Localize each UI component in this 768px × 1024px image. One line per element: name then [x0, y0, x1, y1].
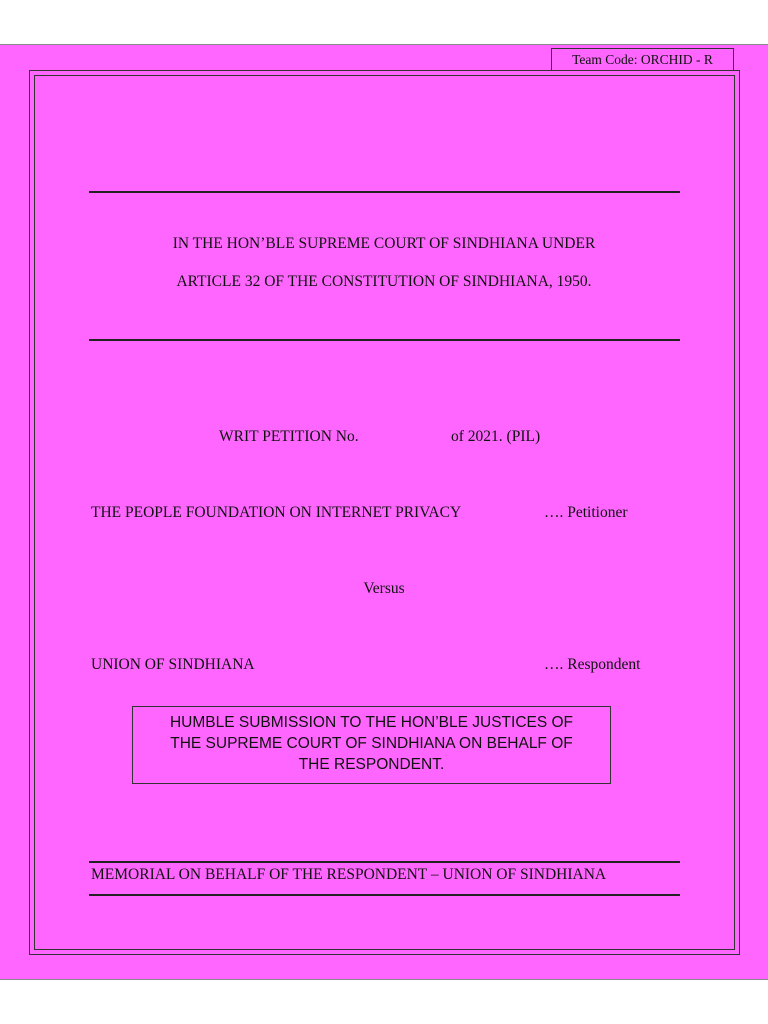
submission-line-2: THE SUPREME COURT OF SINDHIANA ON BEHALF OF: [170, 735, 573, 752]
humble-submission-box: [132, 706, 611, 784]
petitioner-name: THE PEOPLE FOUNDATION ON INTERNET PRIVACY: [91, 504, 462, 521]
top-divider-rule: [89, 191, 680, 193]
memorial-bottom-rule: [89, 894, 680, 896]
submission-line-3: THE RESPONDENT.: [298, 756, 445, 773]
memorial-top-rule: [89, 861, 680, 863]
respondent-name: UNION OF SINDHIANA: [91, 656, 255, 673]
team-code-box: Team Code: ORCHID - R: [551, 48, 734, 71]
versus-label: Versus: [363, 580, 405, 597]
court-heading-line-1: IN THE HON’BLE SUPREME COURT OF SINDHIANA UNDER: [172, 235, 596, 252]
respondent-role: …. Respondent: [544, 656, 641, 673]
memorial-title: MEMORIAL ON BEHALF OF THE RESPONDENT – UNION OF SINDHIANA: [91, 866, 607, 883]
writ-petition-year: of 2021. (PIL): [451, 428, 541, 445]
writ-petition-label: WRIT PETITION No.: [219, 428, 359, 445]
petitioner-role: …. Petitioner: [544, 504, 628, 521]
middle-divider-rule: [89, 339, 680, 341]
court-heading-line-2: ARTICLE 32 OF THE CONSTITUTION OF SINDHIANA, 1950.: [176, 273, 592, 290]
submission-line-1: HUMBLE SUBMISSION TO THE HON’BLE JUSTICES OF: [169, 714, 574, 731]
